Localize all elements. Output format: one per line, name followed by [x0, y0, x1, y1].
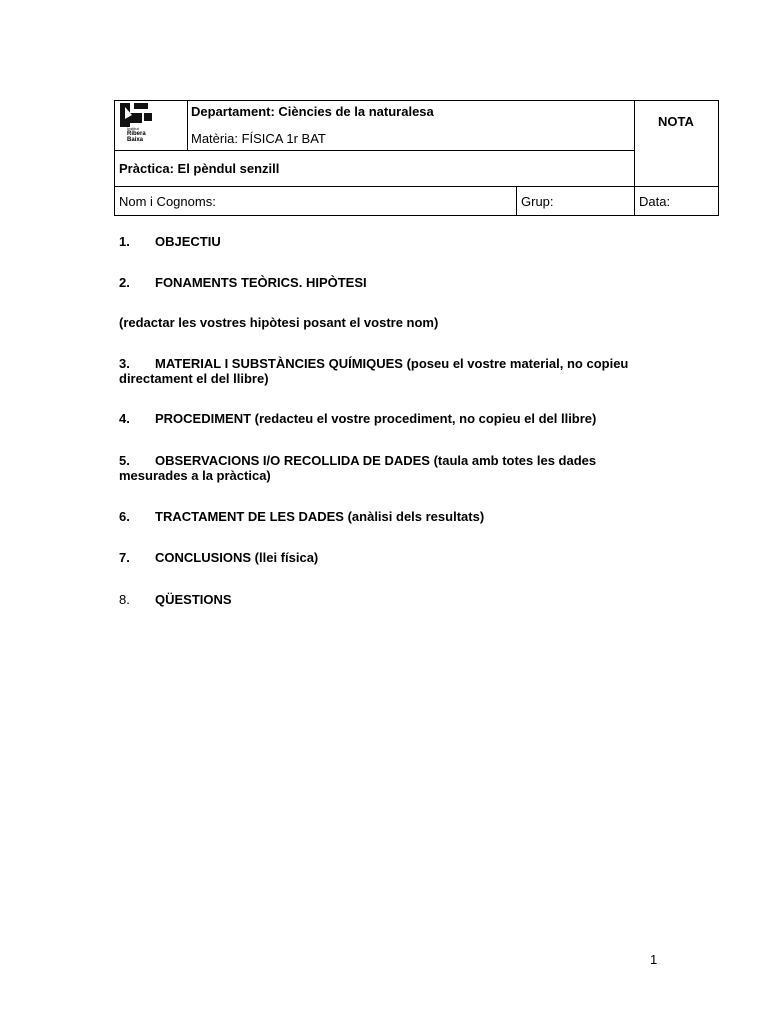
logo-icon: [120, 103, 158, 127]
logo-line-1: Institut: [127, 126, 139, 131]
section-number: 1.: [119, 234, 130, 249]
table-line: [114, 186, 718, 187]
logo-line-2: Ribera: [127, 131, 146, 137]
section-title: PROCEDIMENT (redacteu el vostre procediment, no copieu el del llibre): [155, 411, 597, 426]
subject-label: Matèria: FÍSICA 1r BAT: [191, 131, 326, 146]
section-1: [119, 234, 659, 249]
section-number: 8.: [119, 592, 130, 607]
section-number: 3.: [119, 356, 130, 371]
section-title: TRACTAMENT DE LES DADES (anàlisi dels resultats): [155, 509, 485, 524]
page-number: 1: [650, 952, 658, 967]
section-2: [119, 275, 659, 290]
section-note: (redactar les vostres hipòtesi posant el vostre nom): [119, 315, 439, 330]
school-logo: [120, 103, 158, 143]
department-label: Departament: Ciències de la naturalesa: [191, 104, 434, 119]
section-title: CONCLUSIONS (llei física): [155, 550, 319, 565]
section-number: 6.: [119, 509, 130, 524]
group-field-label: Grup:: [521, 194, 554, 209]
table-line: [516, 186, 517, 215]
section-8: [119, 592, 659, 607]
section-number: 7.: [119, 550, 130, 565]
logo-text: [127, 126, 146, 143]
section-4: [119, 411, 659, 426]
grade-label: NOTA: [658, 114, 694, 129]
section-title: QÜESTIONS: [155, 592, 232, 607]
section-6: [119, 509, 659, 524]
table-line: [634, 100, 635, 215]
table-line: [114, 150, 634, 151]
logo-line-3: Baixa: [127, 137, 144, 143]
header-table: [114, 100, 719, 216]
section-title-cont: directament el del llibre): [119, 371, 269, 386]
section-5: [119, 453, 659, 483]
section-7: [119, 550, 659, 565]
practice-title: Pràctica: El pèndul senzill: [119, 161, 280, 176]
section-number: 5.: [119, 453, 130, 468]
section-2-note: [119, 315, 659, 330]
section-number: 2.: [119, 275, 130, 290]
section-number: 4.: [119, 411, 130, 426]
date-field-label: Data:: [639, 194, 671, 209]
section-title-cont: mesurades a la pràctica): [119, 468, 271, 483]
section-title: OBSERVACIONS I/O RECOLLIDA DE DADES (taula amb totes les dades: [155, 453, 597, 468]
name-field-label: Nom i Cognoms:: [119, 194, 216, 209]
table-line: [187, 100, 188, 150]
section-title: FONAMENTS TEÒRICS. HIPÒTESI: [155, 275, 367, 290]
section-title: MATERIAL I SUBSTÀNCIES QUÍMIQUES (poseu el vostre material, no copieu: [155, 356, 629, 371]
section-3: [119, 356, 659, 386]
section-title: OBJECTIU: [155, 234, 221, 249]
